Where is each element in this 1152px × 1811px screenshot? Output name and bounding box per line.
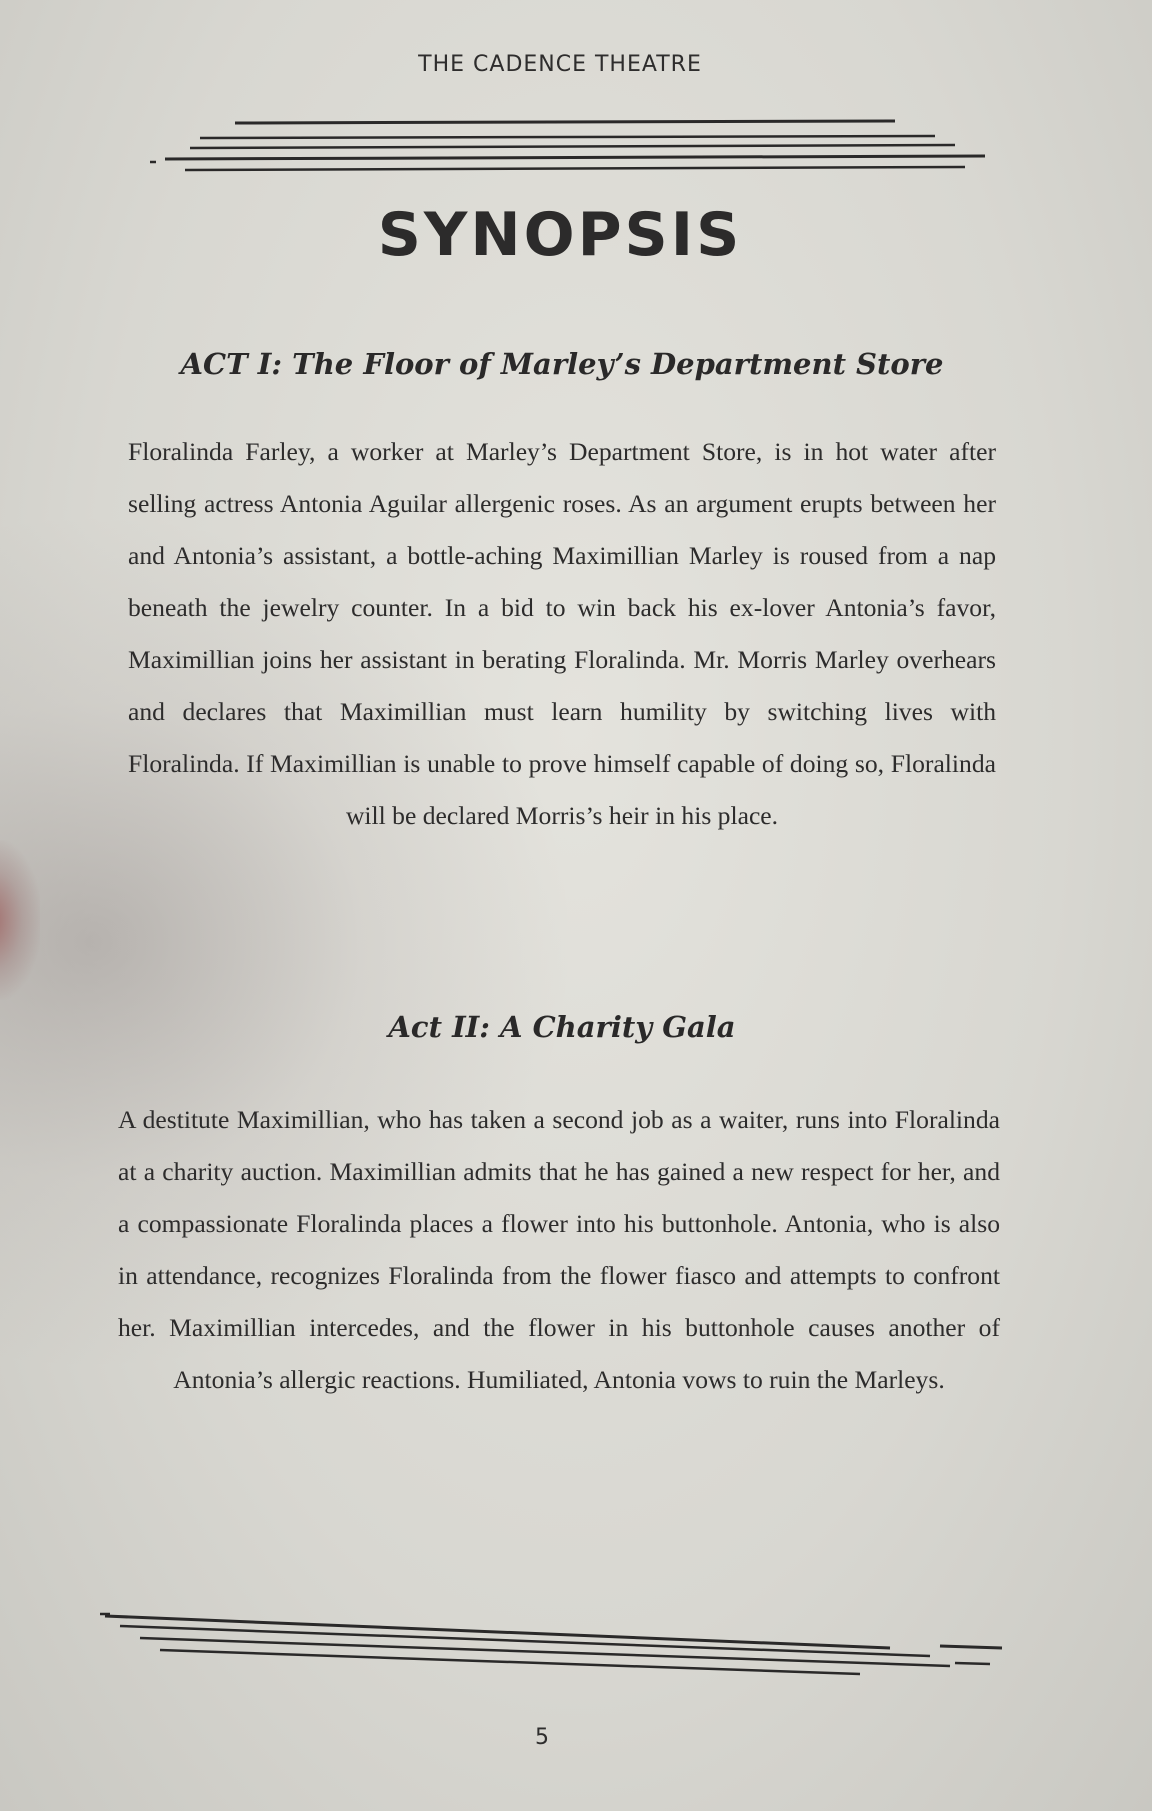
act-2-heading: Act II: A Charity Gala [388, 1010, 736, 1044]
running-head: THE CADENCE THEATRE [418, 52, 702, 77]
thumb-shadow [0, 840, 40, 1000]
page-title: SYNOPSIS [377, 200, 743, 270]
bottom-decorative-rules [100, 1608, 1010, 1684]
act-1-synopsis: Floralinda Farley, a worker at Marley’s Department Store, is in hot water after selling actress Antonia Aguilar allergenic roses. As an argument erupts between her and Antonia’s assistant, a bottle-aching Maximillian Marley is roused from a nap beneath the jewelry counter. In a bid to win back his ex-lover Antonia’s favor, Maximillian joins her assistant in berating Floralinda. Mr. Morris Marley overhears and declares that Maximillian must learn humility by switching lives with Floralinda. If Maximillian is unable to prove himself capable of doing so, Floralinda will be declared Morris’s heir in his place. [128, 437, 996, 830]
act-2-synopsis: A destitute Maximillian, who has taken a second job as a waiter, runs into Floralinda at a charity auction. Maximillian admits that he has gained a new respect for her, and a compassionate Floralinda places a flower into his buttonhole. Antonia, who is also in attendance, recognizes Floralinda from the flower fiasco and attempts to confront her. Maximillian intercedes, and the flower in his buttonhole causes another of Antonia’s allergic reactions. Humiliated, Antonia vows to ruin the Marleys. [118, 1105, 1000, 1394]
page-number: 5 [535, 1725, 549, 1750]
top-decorative-rules [150, 118, 1000, 182]
act-1-heading: ACT I: The Floor of Marley’s Department Store [180, 347, 944, 381]
